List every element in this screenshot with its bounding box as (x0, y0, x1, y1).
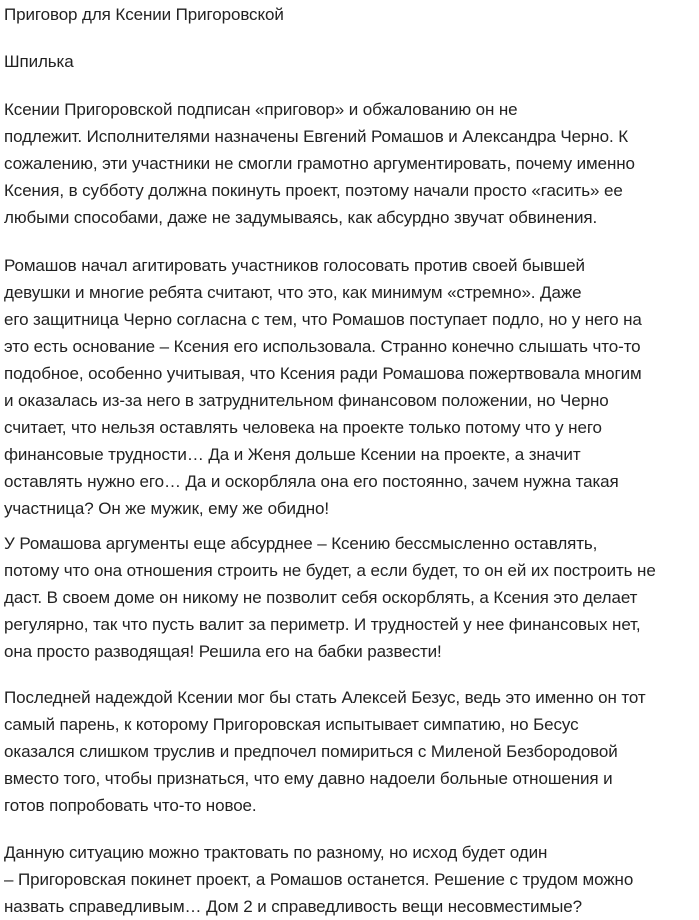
paragraph-line: Ксении Пригоровской подписан «приговор» и обжалованию он не (4, 100, 518, 119)
paragraph-line: потому что она отношения строить не будет, а если будет, то он ей их построить не (4, 561, 656, 580)
paragraph-line: его защитница Черно согласна с тем, что Ромашов поступает подло, но у него на (4, 310, 642, 329)
paragraph-line: У Ромашова аргументы еще абсурднее – Ксению бессмысленно оставлять, (4, 534, 598, 553)
paragraph-line: считает, что нельзя оставлять человека на проекте только потому что у него (4, 418, 602, 437)
paragraph-line: девушки и многие ребята считают, что это, как минимум «стремно». Даже (4, 283, 582, 302)
paragraph-line: участница? Он же мужик, ему же обидно! (4, 499, 330, 518)
paragraph-line: подлежит. Исполнителями назначены Евгений Ромашов и Александра Черно. К (4, 127, 629, 146)
article-rubric: Шпилька (4, 52, 74, 71)
paragraph-line: самый парень, к которому Пригоровская испытывает симпатию, но Бесус (4, 715, 579, 734)
paragraph-line: и оказалась из-за него в затруднительном финансовом положении, но Черно (4, 391, 609, 410)
paragraph-line: сожалению, эти участники не смогли грамотно аргументировать, почему именно (4, 154, 635, 173)
article-title: Приговор для Ксении Пригоровской (4, 5, 284, 24)
paragraph-line: вместо того, чтобы признаться, что ему давно надоели больные отношения и (4, 769, 613, 788)
paragraph-line: – Пригоровская покинет проект, а Ромашов останется. Решение с трудом можно (4, 870, 634, 889)
paragraph-line: оставлять нужно его… Да и оскорбляла она его постоянно, зачем нужна такая (4, 472, 619, 491)
paragraph-line: даст. В своем доме он никому не позволит себя оскорблять, а Ксения это делает (4, 588, 638, 607)
paragraph-line: она просто разводящая! Решила его на бабки развести! (4, 642, 442, 661)
paragraph-line: любыми способами, даже не задумываясь, как абсурдно звучат обвинения. (4, 208, 598, 227)
paragraph-line: Данную ситуацию можно трактовать по разному, но исход будет один (4, 843, 548, 862)
paragraph-line: подобное, особенно учитывая, что Ксения ради Ромашова пожертвовала многим (4, 364, 642, 383)
paragraph-line: Ксения, в субботу должна покинуть проект, поэтому начали просто «гасить» ее (4, 181, 623, 200)
paragraph-line: регулярно, так что пусть валит за периметр. И трудностей у нее финансовых нет, (4, 615, 641, 634)
paragraph-line: финансовые трудности… Да и Женя дольше Ксении на проекте, а значит (4, 445, 581, 464)
paragraph-line: назвать справедливым… Дом 2 и справедливость вещи несовместимые? (4, 897, 582, 916)
paragraph-line: Последней надеждой Ксении мог бы стать Алексей Безус, ведь это именно он тот (4, 688, 646, 707)
paragraph-line: это есть основание – Ксения его использовала. Странно конечно слышать что-то (4, 337, 641, 356)
paragraph-line: оказался слишком труслив и предпочел помириться с Миленой Безбородовой (4, 742, 618, 761)
paragraph-line: готов попробовать что-то новое. (4, 796, 257, 815)
paragraph-line: Ромашов начал агитировать участников голосовать против своей бывшей (4, 256, 585, 275)
